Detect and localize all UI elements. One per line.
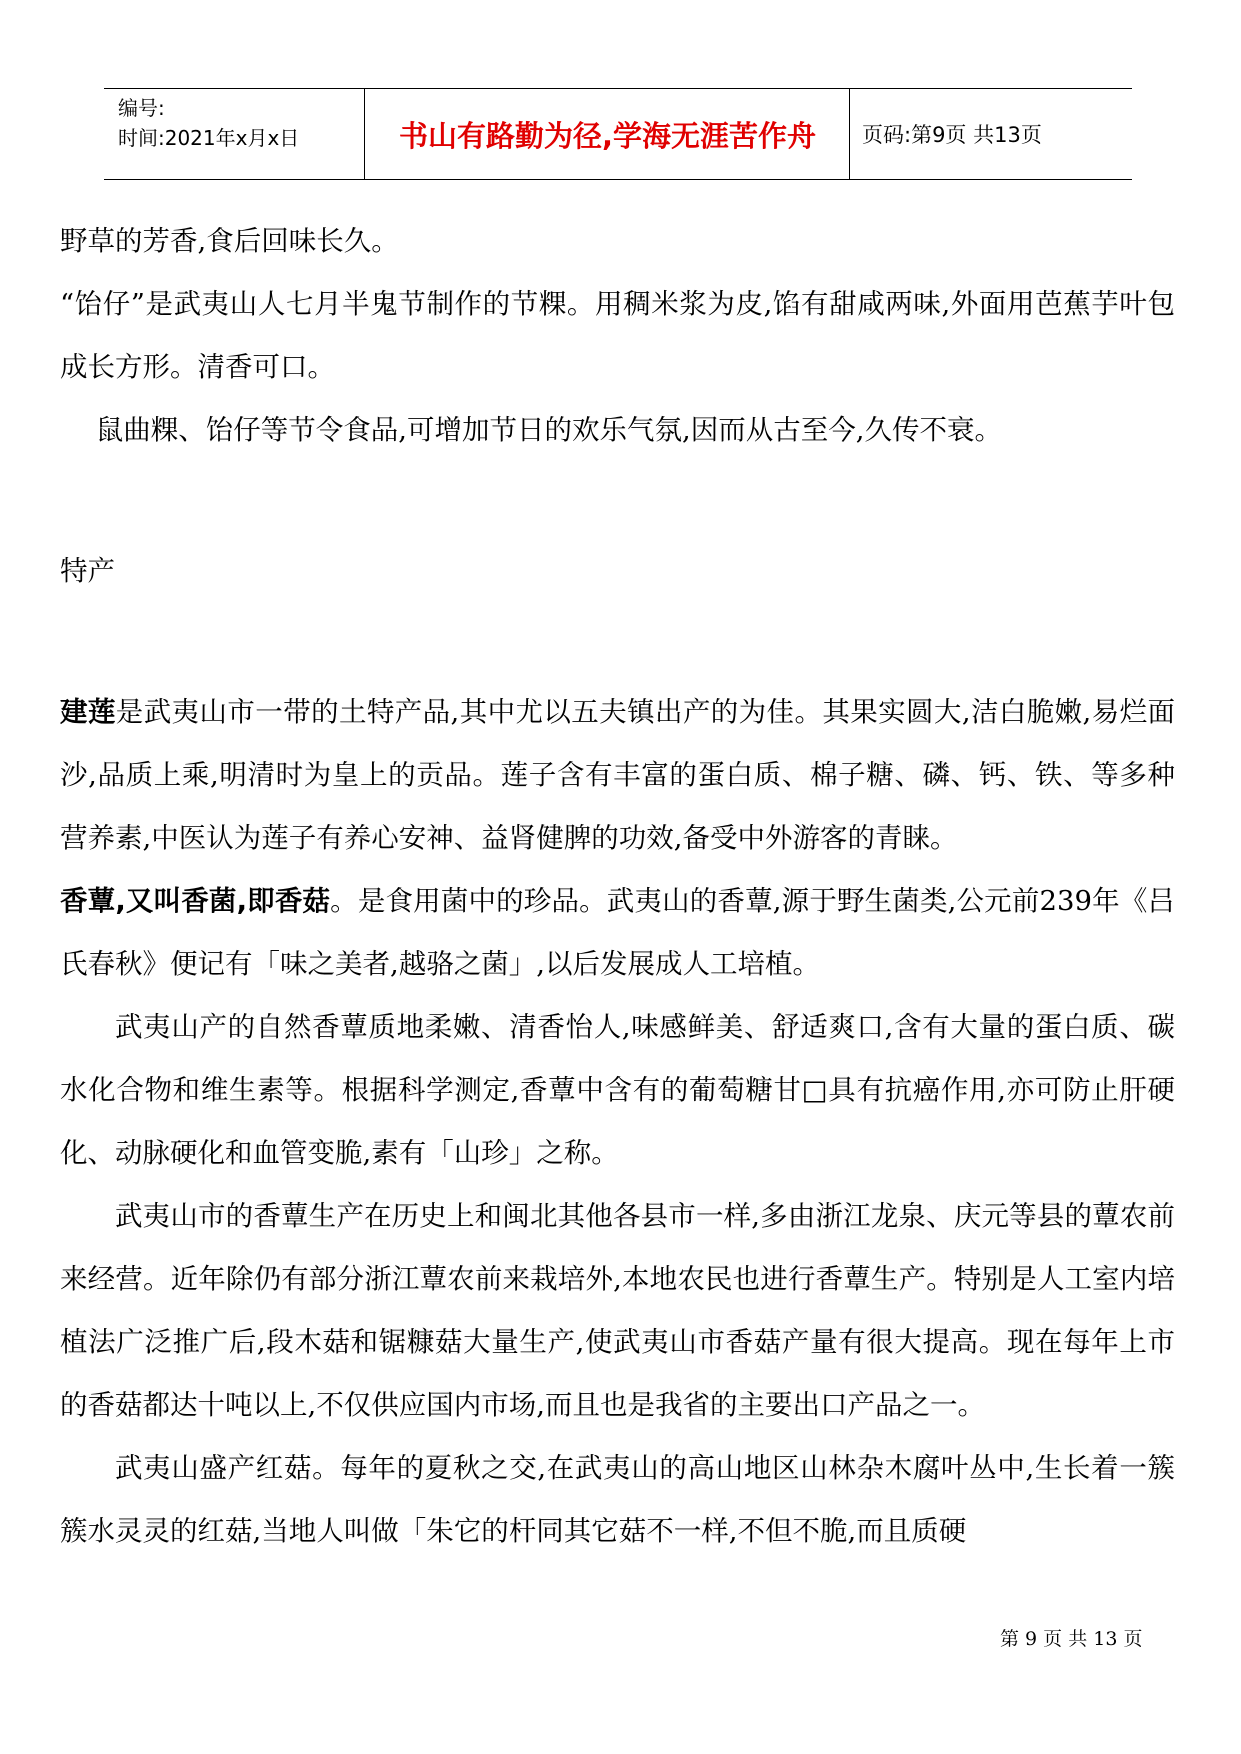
header-divider — [849, 89, 850, 179]
paragraph — [60, 681, 1175, 870]
paragraph: 野草的芳香,食后回味长久。 — [60, 225, 399, 257]
footer-page-indicator: 第 9 页 共 13 页 — [1000, 1628, 1143, 1650]
paragraph: 武夷山产的自然香蕈质地柔嫩、清香怡人,味感鲜美、舒适爽口,含有大量的蛋白质、碳水化合物和维生素等。根据科学测定,香蕈中含有的葡萄糖甘□具有抗癌作用,亦可防止肝硬化、动脉硬化和血管变脆,素有「山珍」之称。 — [60, 1011, 1175, 1169]
paragraph: 武夷山盛产红菇。每年的夏秋之交,在武夷山的高山地区山林杂木腐叶丛中,生长着一簇簇水灵灵的红菇,当地人叫做「朱它的杆同其它菇不一样,不但不脆,而且质硬 — [60, 1452, 1175, 1547]
header-motto: 书山有路勤为径,学海无涯苦作舟 — [398, 118, 817, 153]
document-header — [104, 88, 1132, 180]
header-divider — [364, 89, 365, 179]
document-body — [60, 210, 1175, 1563]
paragraph: “饴仔”是武夷山人七月半鬼节制作的节粿。用稠米浆为皮,馅有甜咸两味,外面用芭蕉芋叶包成长方形。清香可口。 — [60, 288, 1175, 383]
document-time-label: 时间:2021年x月x日 — [118, 126, 300, 150]
paragraph-text: 。是食用菌中的珍品。武夷山的香蕈,源于野生菌类,公元前239年《吕氏春秋》便记有「味之美者,越骆之菌」,以后发展成人工培植。 — [60, 885, 1175, 980]
header-page-code: 页码:第9页 共13页 — [862, 123, 1042, 147]
document-number-label: 编号: — [118, 96, 165, 120]
section-heading: 特产 — [60, 555, 115, 587]
header-meta — [118, 93, 358, 153]
paragraph-text: 是武夷山市一带的土特产品,其中尤以五夫镇出产的为佳。其果实圆大,洁白脆嫩,易烂面沙,品质上乘,明清时为皇上的贡品。莲子含有丰富的蛋白质、棉子糖、磷、钙、铁、等多种营养素,中医认为莲子有养心安神、益肾健脾的功效,备受中外游客的青睐。 — [60, 696, 1175, 854]
paragraph: 鼠曲粿、饴仔等节令食品,可增加节日的欢乐气氛,因而从古至今,久传不衰。 — [95, 414, 1002, 446]
paragraph-bold-term: 香蕈,又叫香菌,即香菇 — [60, 885, 331, 917]
paragraph: 武夷山市的香蕈生产在历史上和闽北其他各县市一样,多由浙江龙泉、庆元等县的蕈农前来经营。近年除仍有部分浙江蕈农前来栽培外,本地农民也进行香蕈生产。特别是人工室内培植法广泛推广后,段木菇和锯糠菇大量生产,使武夷山市香菇产量有很大提高。现在每年上市的香菇都达十吨以上,不仅供应国内市场,而且也是我省的主要出口产品之一。 — [60, 1200, 1175, 1421]
paragraph — [60, 870, 1175, 996]
paragraph-bold-term: 建莲 — [60, 696, 116, 728]
